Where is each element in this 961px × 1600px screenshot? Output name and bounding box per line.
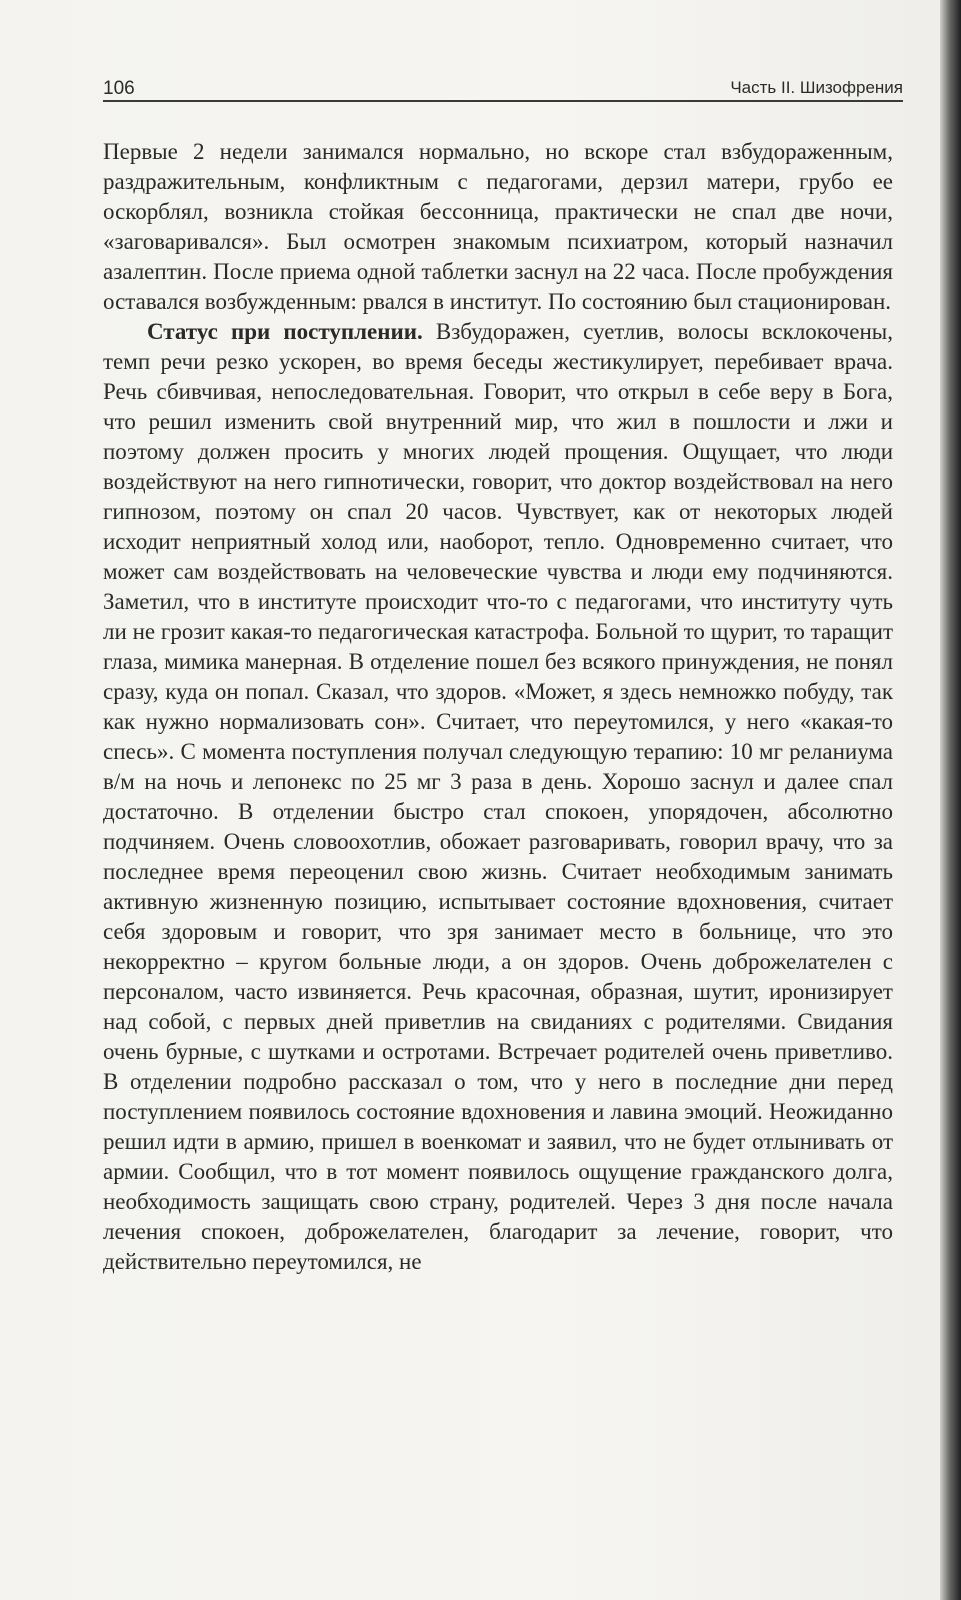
paragraph-lead: Статус при поступлении. bbox=[147, 319, 423, 344]
paragraph-text: Взбудоражен, суетлив, волосы всклокочены, темп речи резко ускорен, во время беседы жестикулирует, перебивает врача. Речь сбивчивая, непоследовательная. Говорит, что открыл в себе веру в Бога, что решил изменить свой внутренний мир, что жил в пошлости и лжи и поэтому должен просить у многих людей прощения. Ощущает, что люди воздействуют на него гипнотически, говорит, что доктор воздействовал на него гипнозом, поэтому он спал 20 часов. Чувствует, как от некоторых людей исходит неприятный холод или, наоборот, тепло. Одновременно считает, что может сам воздействовать на человеческие чувства и люди ему подчиняются. Заметил, что в институте происходит что-то с педагогами, что институту чуть ли не грозит какая-то педагогическая катастрофа. Больной то щурит, то таращит глаза, мимика манерная. В отделение пошел без всякого принуждения, не понял сразу, куда он попал. Сказал, что здоров. «Может, я здесь немножко побуду, так как нужно нормализовать сон». Считает, что переутомился, у него «какая-то спесь». С момента поступления получал следующую терапию: 10 мг реланиума в/м на ночь и лепонекс по 25 мг 3 раза в день. Хорошо заснул и далее спал достаточно. В отделении быстро стал спокоен, упорядочен, абсолютно подчиняем. Очень словоохотлив, обожает разговаривать, говорил врачу, что за последнее время переоценил свою жизнь. Считает необходимым занимать активную жизненную позицию, испытывает состояние вдохновения, считает себя здоровым и говорит, что зря занимает место в больнице, что это некорректно – кругом больные люди, а он здоров. Очень доброжелателен с персоналом, часто извиняется. Речь красочная, образная, шутит, иронизирует над собой, с первых дней приветлив на свиданиях с родителями. Свидания очень бурные, с шутками и остротами. Встречает родителей очень приветливо. В отделении подробно рассказал о том, что у него в последние дни перед поступлением появилось состояние вдохновения и лавина эмоций. Неожиданно решил идти в армию, пришел в военкомат и заявил, что не будет отлынивать от армии. Сообщил, что в тот момент появилось ощущение гражданского долга, необходимость защищать свою страну, родителей. Через 3 дня после начала лечения спокоен, доброжелателен, благодарит за лечение, говорит, что действительно переутомился, не bbox=[103, 319, 893, 1274]
paragraph bbox=[103, 317, 893, 1277]
running-title: Часть II. Шизофрения bbox=[730, 78, 903, 97]
book-spine-shadow bbox=[940, 0, 961, 1600]
paragraph-text: Первые 2 недели занимался нормально, но вскоре стал взбудораженным, раздражительным, конфликтным с педагогами, дерзил матери, грубо ее оскорблял, возникла стойкая бессонница, практически не спал две ночи, «заговаривался». Был осмотрен знакомым психиатром, который назначил азалептин. После приема одной таблетки заснул на 22 часа. После пробуждения оставался возбужденным: рвался в институт. По состоянию был стационирован. bbox=[103, 139, 893, 314]
header-rule bbox=[103, 100, 903, 102]
page-number: 106 bbox=[103, 78, 135, 99]
body-text bbox=[103, 137, 893, 1277]
paragraph bbox=[103, 137, 893, 317]
